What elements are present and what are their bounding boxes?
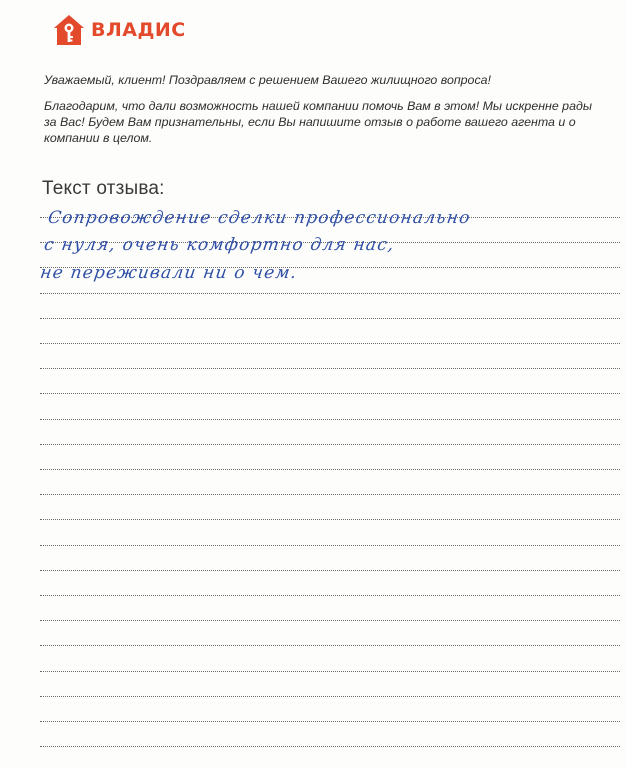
ruled-line: [40, 746, 620, 747]
handwritten-line-2: с нуля, очень комфортно для нас,: [42, 235, 397, 255]
ruled-line: [40, 318, 620, 319]
ruled-line: [40, 545, 620, 546]
ruled-line: [40, 721, 620, 722]
review-title: Текст отзыва:: [42, 178, 165, 199]
ruled-line: [40, 494, 620, 495]
ruled-line: [40, 645, 620, 646]
ruled-line: [40, 570, 620, 571]
thanks-text: Благодарим, что дали возможность нашей компании помочь Вам в этом! Мы искренне рады за Вас! Будем Вам признательны, если Вы напишите отзыв о работе вашего агента и о компании в целом.: [44, 99, 592, 145]
ruled-line: [40, 469, 620, 470]
ruled-line: [40, 393, 620, 394]
handwritten-line-1: Сопровождение сделки профессионально: [46, 208, 473, 228]
ruled-line: [40, 368, 620, 369]
ruled-line: [40, 419, 620, 420]
ruled-line: [40, 620, 620, 621]
handwritten-line-3: не переживали ни о чем.: [38, 263, 299, 283]
ruled-line: [40, 519, 620, 520]
ruled-line: [40, 293, 620, 294]
ruled-line: [40, 343, 620, 344]
ruled-line: [40, 444, 620, 445]
ruled-lines: [40, 0, 620, 768]
brand-name: ВЛАДИС: [91, 19, 186, 41]
ruled-line: [40, 671, 620, 672]
greeting-text: Уважаемый, клиент! Поздравляем с решением Вашего жилищного вопроса!: [44, 73, 491, 87]
ruled-line: [40, 696, 620, 697]
ruled-line: [40, 595, 620, 596]
